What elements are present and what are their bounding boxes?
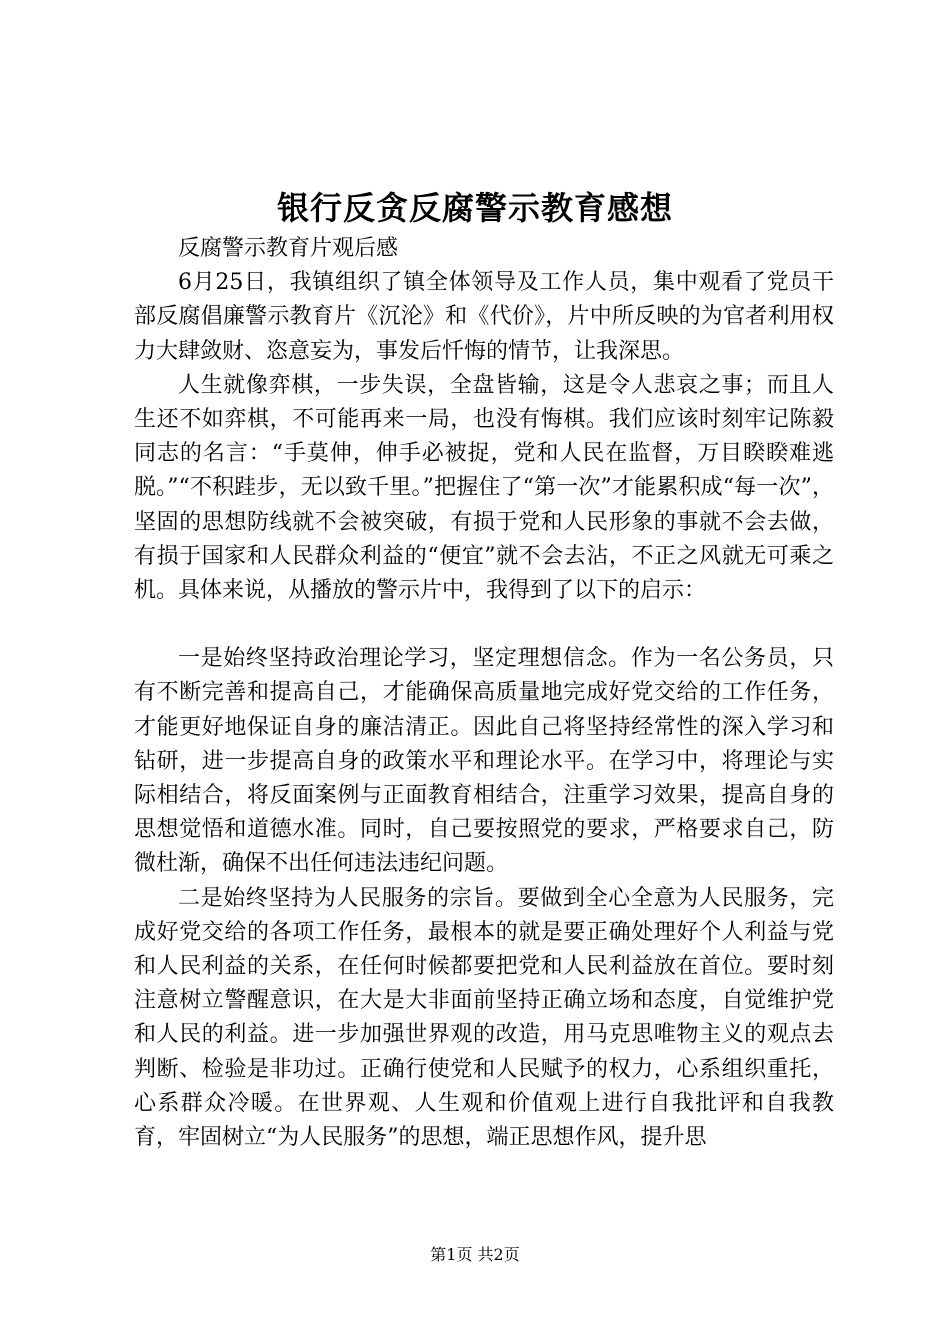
- paragraph-subtitle: 反腐警示教育片观后感: [178, 236, 399, 261]
- document-title: 银行反贪反腐警示教育感想: [276, 189, 673, 227]
- paragraph-intro: 6月25日，我镇组织了镇全体领导及工作人员，集中观看了党员干部反腐倡廉警示教育片《沉沦》和《代价》，片中所反映的为官者利用权力大肆敛财、恣意妄为，事发后忏悔的情节，让我深思。: [134, 270, 834, 364]
- paragraph-point-two: 二是始终坚持为人民服务的宗旨。要做到全心全意为人民服务，完成好党交给的各项工作任务，最根本的就是要正确处理好个人利益与党和人民利益的关系，在任何时候都要把党和人民利益放在首位。要时刻注意树立警醒意识，在大是大非面前坚持正确立场和态度，自觉维护党和人民的利益。进一步加强世界观的改造，用马克思唯物主义的观点去判断、检验是非功过。正确行使党和人民赋予的权力，心系组织重托，心系群众冷暖。在世界观、人生观和价值观上进行自我批评和自我教育，牢固树立“为人民服务”的思想，端正思想作风，提升思: [134, 885, 834, 1151]
- document-body: [134, 232, 834, 1155]
- paragraph-point-one: 一是始终坚持政治理论学习，坚定理想信念。作为一名公务员，只有不断完善和提高自己，才能确保高质量地完成好党交给的工作任务，才能更好地保证自身的廉洁清正。因此自己将坚持经常性的深入学习和钻研，进一步提高自身的政策水平和理论水平。在学习中，将理论与实际相结合，将反面案例与正面教育相结合，注重学习效果，提高自身的思想觉悟和道德水准。同时，自己要按照党的要求，严格要求自己，防微杜渐，确保不出任何违法违纪问题。: [134, 646, 834, 877]
- paragraph-reflection: 人生就像弈棋，一步失误，全盘皆输，这是令人悲哀之事；而且人生还不如弈棋，不可能再来一局，也没有悔棋。我们应该时刻牢记陈毅同志的名言：“手莫伸，伸手必被捉，党和人民在监督，万目睽睽难逃脱。”“不积跬步，无以致千里。”把握住了“第一次”才能累积成“每一次”，坚固的思想防线就不会被突破，有损于党和人民形象的事就不会去做，有损于国家和人民群众利益的“便宜”就不会去沾，不正之风就无可乘之机。具体来说，从播放的警示片中，我得到了以下的启示：: [134, 372, 834, 604]
- page-number-footer: 第1页 共2页: [430, 1245, 520, 1264]
